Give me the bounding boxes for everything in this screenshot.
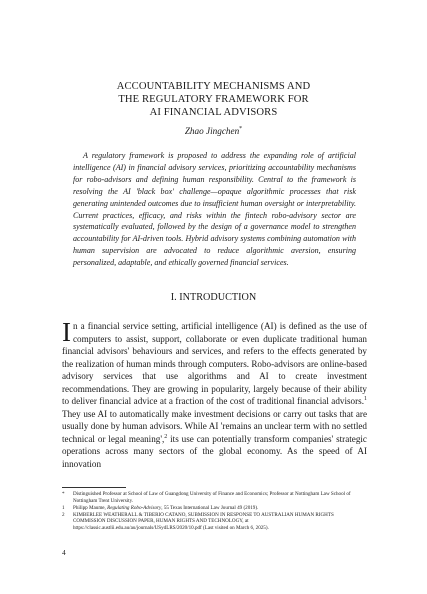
- footnote: [62, 491, 367, 504]
- footnote-divider: [62, 487, 126, 488]
- footnote-mark: *: [62, 491, 65, 497]
- footnote: [62, 505, 367, 512]
- paper-title: [60, 80, 367, 119]
- body-text-segment: n a financial service setting, artificial intelligence (AI) is defined as the use of computers to assist, support, collaborate or even duplicate traditional human financial advisors' behaviours and services, and refers to the effects generated by the realization of human minds through computers. Robo-advisors are online-based advisory services that use algorithms and AI to create investment recommendations. They are growing in popularity, largely because of their ability to deliver financial advice at a fraction of the cost of traditional financial advisors.: [62, 321, 367, 407]
- footnote-text: [73, 505, 367, 512]
- body-paragraph: [62, 317, 367, 471]
- abstract: A regulatory framework is proposed to address the expanding role of artificial intelligence (AI) in financial advisory services, prioritizing accountability mechanisms for robo-advisors and defining human responsibility. Central to the framework is resolving the AI 'black box' challenge—opaque algorithmic processes that risk generating unintended outcomes due to insufficient human oversight or interpretability. Current practices, efficacy, and risks within the fintech robo-advisory sector are systematically evaluated, followed by the design of a governance model to strengthen accountability for AI-driven tools. Hybrid advisory systems combining automation with human supervision are advocated to reduce algorithmic aversion, ensuring personalized, adaptable, and ethically governed financial services.: [73, 151, 356, 268]
- footnote: [62, 512, 367, 532]
- footnote-italic-title: Regulating Robo-Advisory: [107, 504, 162, 511]
- author-footnote-mark: *: [239, 125, 243, 132]
- footnote-mark: 2: [62, 511, 65, 518]
- footnote-ref[interactable]: 1: [364, 396, 367, 403]
- footnotes: [62, 491, 367, 532]
- title-line: THE REGULATORY FRAMEWORK FOR: [118, 94, 309, 105]
- footnote-text[interactable]: KIMBERLEE WEATHERALL & TIBERIO CATANO, SUBMISSION IN RESPONSE TO AUSTRALIAN HUMAN RIGHTS COMMISSION DISCUSSION PAPER, HUMAN RIGHTS AND TECHNOLOGY, at https://classic.austlii.edu.au/au/journals/USydLRS/2020/10.pdf (Last visited on March 6, 2025).: [73, 511, 334, 531]
- author-name: Zhao Jingchen: [184, 126, 240, 136]
- body-text-segment: They use AI to automatically make investment decisions or carry out tasks that are usually done by human advisors. While AI 'remains an unclear term with no settled technical or legal meaning',: [62, 408, 367, 444]
- author-line: [60, 125, 367, 137]
- footnote-text: Distinguished Professor at School of Law of Guangdong University of Finance and Economics; Professor at Nottingham Law School of Nottingham Trent University.: [73, 491, 351, 504]
- footnote-ref[interactable]: 2: [164, 433, 168, 440]
- page-number: 4: [62, 548, 66, 557]
- body-text-segment: its use can potentially transform companies' strategic operations across many sectors of the global economy. As the speed of AI innovation: [62, 433, 367, 470]
- footnote-text-segment: , 55 Texas International Law Journal 49 (2019).: [161, 504, 259, 511]
- title-line: AI FINANCIAL ADVISORS: [149, 107, 278, 118]
- footnote-text-segment: Philipp Maume,: [73, 504, 108, 511]
- drop-cap: I: [62, 317, 71, 347]
- title-line: ACCOUNTABILITY MECHANISMS AND: [116, 81, 311, 92]
- footnote-mark: 1: [62, 504, 65, 511]
- section-heading: I. INTRODUCTION: [170, 292, 257, 303]
